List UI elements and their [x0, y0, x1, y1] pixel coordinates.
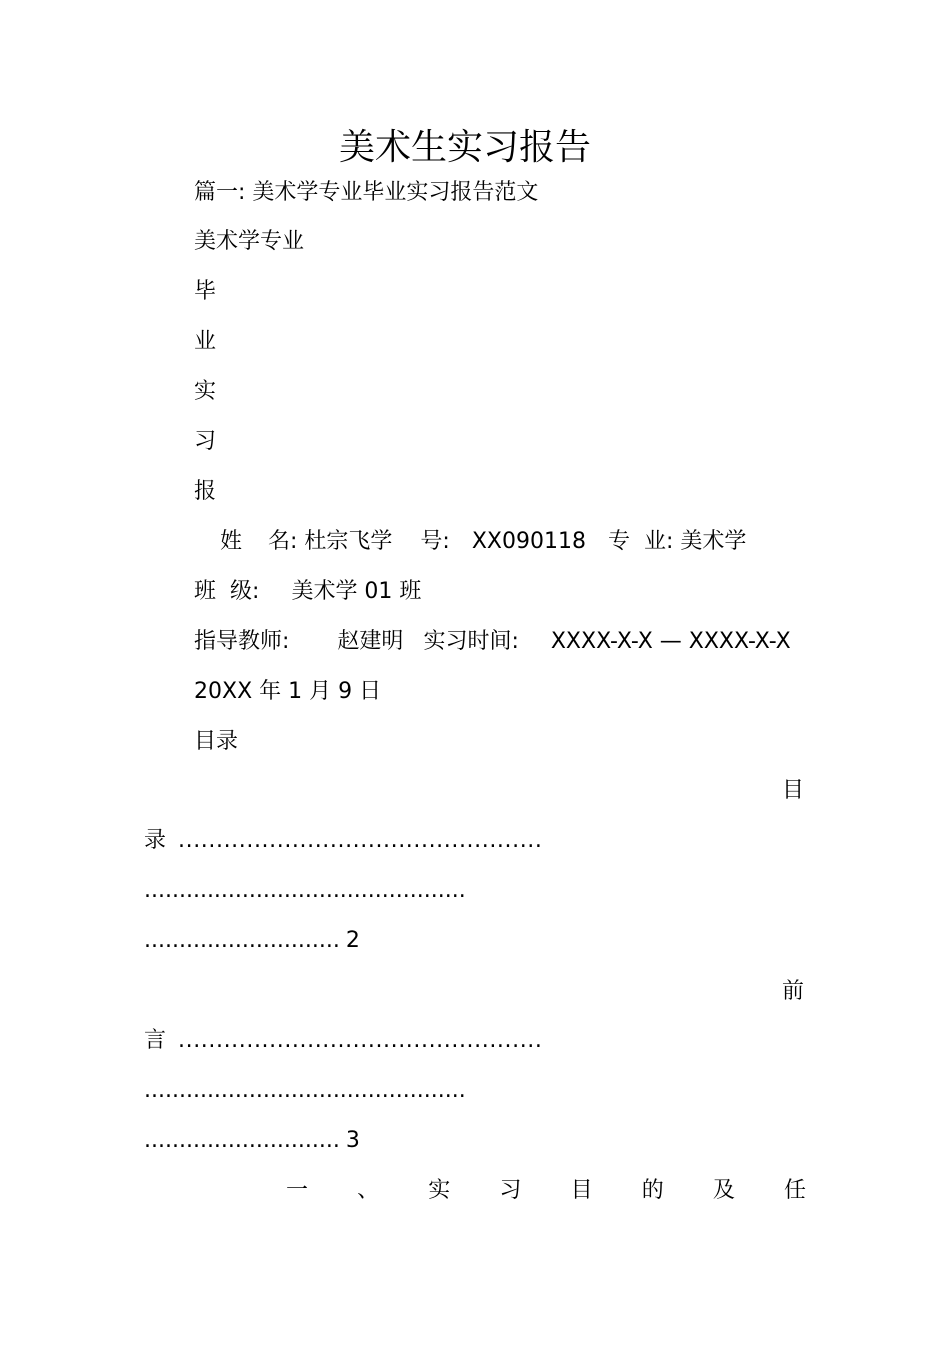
student-id-value: XX090118 [471, 529, 586, 554]
toc-entry1-dots2: .............................................. [144, 878, 466, 903]
subtitle: 篇一: 美术学专业毕业实习报告范文 [194, 180, 539, 205]
toc-entry1-dots1: ................................................ [178, 828, 543, 853]
report-date: 20XX 年 1 月 9 日 [194, 679, 382, 704]
toc-entry1-dots3: ............................ [144, 928, 340, 953]
toc-heading: 目录 [194, 729, 239, 754]
major-label: 专 [607, 529, 630, 554]
class-label-2: 级: [230, 579, 260, 604]
toc-entry2-line3 [144, 1126, 360, 1156]
toc-entry2-dots3: ............................ [144, 1128, 340, 1153]
period-label: 实习时间: [423, 629, 519, 654]
toc-entry3-char: 习 [499, 1178, 522, 1203]
toc-entry2-dots1: ................................................ [178, 1028, 543, 1053]
student-info-row [220, 527, 746, 557]
toc-entry3-char: 、 [357, 1178, 380, 1203]
toc-entry2-page: 3 [345, 1128, 360, 1153]
toc-entry2-char-right: 前 [782, 979, 805, 1004]
toc-entry3-char: 的 [641, 1178, 664, 1203]
class-row [194, 577, 421, 607]
toc-entry1-char-left: 录 [144, 828, 167, 853]
vertical-char-2: 业 [194, 329, 217, 354]
name-field: 名: 杜宗飞学 [268, 529, 393, 554]
toc-entry3-char: 实 [428, 1178, 451, 1203]
vertical-char-3: 实 [194, 379, 217, 404]
toc-entry2-dots2: .............................................. [144, 1078, 466, 1103]
toc-entry3-char: 任 [783, 1178, 806, 1203]
toc-entry3-char: 及 [712, 1178, 735, 1203]
advisor-value: 赵建明 [337, 629, 404, 654]
class-value: 美术学 01 班 [291, 579, 422, 604]
toc-entry1-page: 2 [345, 928, 360, 953]
toc-entry2-char-left: 言 [144, 1028, 167, 1053]
period-value: XXXX-X-X — XXXX-X-X [550, 629, 791, 654]
toc-entry1-line1 [144, 826, 543, 856]
toc-entry2-line1 [144, 1026, 543, 1056]
student-id-label: 号: [420, 529, 450, 554]
toc-entry1-line3 [144, 926, 360, 956]
vertical-char-4: 习 [194, 429, 217, 454]
class-label: 班 [194, 579, 217, 604]
toc-entry3-char: 目 [570, 1178, 593, 1203]
toc-entry3-char: 一 [286, 1178, 309, 1203]
vertical-char-5: 报 [194, 479, 217, 504]
toc-entry3-heading [286, 1176, 806, 1206]
advisor-label: 指导教师: [194, 629, 290, 654]
major-heading: 美术学专业 [194, 229, 305, 254]
document-title: 美术生实习报告 [338, 127, 591, 168]
major-field: 业: 美术学 [643, 529, 747, 554]
toc-entry1-char-right: 目 [782, 778, 805, 803]
vertical-char-1: 毕 [194, 279, 217, 304]
advisor-row [194, 627, 791, 657]
name-label: 姓 [220, 529, 243, 554]
